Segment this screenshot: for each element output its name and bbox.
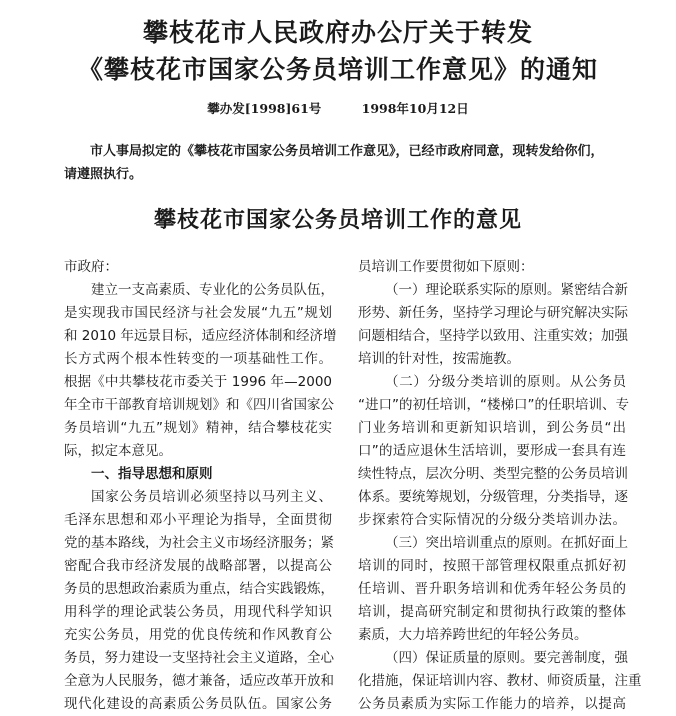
text-line: 国家公务员培训必须坚持以马列主义、 <box>91 489 332 505</box>
intro-line: 市人事局拟定的《攀枝花市国家公务员培训工作意见》，已经市政府同意，现转发给你们， <box>90 144 604 159</box>
text-line: 密配合我市经济发展的战略部署，以提高公 <box>64 558 332 574</box>
text-line: 市政府： <box>64 259 118 275</box>
intro-line: 请遵照执行。 <box>64 167 143 182</box>
text-line: 根据《中共攀枝花市委关于 1996 年—2000 <box>64 374 332 390</box>
text-line: （四）保证质量的原则。要完善制度，强 <box>385 650 628 666</box>
text-line: 务员培训“九五”规划》精神，结合攀枝花实 <box>64 420 332 436</box>
text-line: 现代化建设的高素质公务员队伍。国家公务 <box>64 696 332 712</box>
text-line: 年全市干部教育培训规划》和《四川省国家公 <box>64 397 334 413</box>
intro-paragraph <box>64 140 630 186</box>
text-line: 充实公务员，用党的优良传统和作风教育公 <box>64 627 332 643</box>
text-line: 务员，努力建设一支坚持社会主义道路，全心 <box>64 650 334 666</box>
notice-title-line-1: 攀枝花市人民政府办公厅关于转发 <box>142 18 533 47</box>
text-line: 员培训工作要贯彻如下原则： <box>358 259 534 275</box>
left-column <box>64 256 337 716</box>
text-line: 是实现我市国民经济与社会发展“九五”规划 <box>64 305 332 321</box>
text-line: 培训，提高研究制定和贯彻执行政策的整体 <box>358 604 626 620</box>
text-line: 培训的针对性，按需施教。 <box>358 351 520 367</box>
text-line: （三）突出培训重点的原则。在抓好面上 <box>385 535 628 551</box>
text-line: 全意为人民服务，德才兼备，适应改革开放和 <box>64 673 334 689</box>
text-line: 毛泽东思想和邓小平理论为指导，全面贯彻 <box>64 512 332 528</box>
notice-title-line-2: 《攀枝花市国家公务员培训工作意见》的通知 <box>77 55 598 84</box>
document-number: 攀办发[1998]61号 <box>207 101 322 116</box>
text-line: 续性特点，层次分明、类型完整的公务员培训 <box>358 466 628 482</box>
document-meta <box>0 99 676 117</box>
text-line: 素质，大力培养跨世纪的年轻公务员。 <box>358 627 588 643</box>
text-line: 际，拟定本意见。 <box>64 443 172 459</box>
text-line: 务员的思想政治素质为重点，结合实践锻炼， <box>64 581 334 597</box>
text-line: 党的基本路线，为社会主义市场经济服务；紧 <box>64 535 334 551</box>
opinion-subtitle: 攀枝花市国家公务员培训工作的意见 <box>153 207 522 233</box>
text-line: 用科学的理论武装公务员，用现代科学知识 <box>64 604 332 620</box>
text-line: 建立一支高素质、专业化的公务员队伍， <box>91 282 334 298</box>
text-line: 公务员素质为实际工作能力的培养，以提高 <box>358 696 626 712</box>
text-line: （一）理论联系实际的原则。紧密结合新 <box>385 282 628 298</box>
text-line: 任培训、晋升职务培训和优秀年轻公务员的 <box>358 581 626 597</box>
text-line: 门业务培训和更新知识培训，到公务员“出 <box>358 420 626 436</box>
text-line: 和 2010 年远景目标，适应经济体制和经济增 <box>64 328 337 344</box>
text-line: （二）分级分类培训的原则。从公务员 <box>385 374 626 390</box>
right-column <box>358 256 642 716</box>
document-date: 1998年10月12日 <box>361 101 469 116</box>
text-line: “进口”的初任培训，“楼梯口”的任职培训、专 <box>358 397 629 413</box>
text-line: 形势、新任务，坚持学习理论与研究解决实际 <box>358 305 628 321</box>
text-line: 问题相结合，坚持学以致用、注重实效；加强 <box>358 328 628 344</box>
text-line: 化措施，保证培训内容、教材、师资质量，注重 <box>358 673 642 689</box>
text-line: 口”的适应退休生活培训，要形成一套具有连 <box>358 443 626 459</box>
text-line: 步探索符合实际情况的分级分类培训办法。 <box>358 512 626 528</box>
section-heading: 一、指导思想和原则 <box>91 466 213 482</box>
text-line: 体系。要统筹规划，分级管理，分类指导，逐 <box>358 489 628 505</box>
text-line: 长方式两个根本性转变的一项基础性工作。 <box>64 351 332 367</box>
text-line: 培训的同时，按照干部管理权限重点抓好初 <box>358 558 626 574</box>
